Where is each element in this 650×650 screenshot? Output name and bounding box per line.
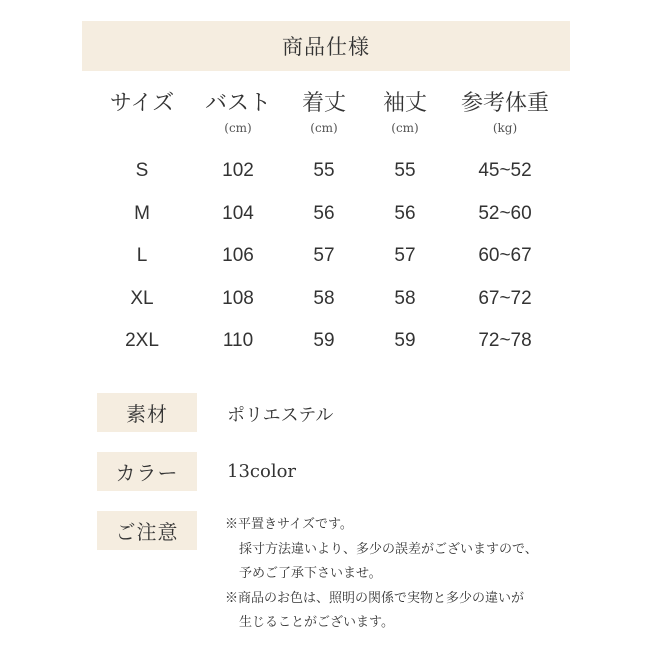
cell-bust: 108	[222, 287, 254, 309]
cell-sleeve: 55	[394, 160, 416, 181]
cell-length: 56	[313, 202, 335, 224]
cell-size: 2XL	[125, 330, 159, 351]
cell-size: XL	[130, 287, 154, 309]
note-line: ※平置きサイズです。	[225, 517, 353, 532]
cell-bust: 106	[222, 245, 254, 266]
cell-sleeve: 59	[394, 330, 416, 351]
material-value: ポリエステル	[227, 405, 334, 426]
header-sleeve: 袖丈 (cm)	[382, 91, 428, 135]
size-table-header	[95, 88, 565, 146]
cell-weight: 67~72	[478, 287, 532, 309]
cell-size: S	[135, 160, 149, 181]
cell-bust: 104	[222, 202, 254, 224]
table-row	[95, 274, 565, 317]
cell-weight: 72~78	[478, 330, 532, 351]
notes-label: ご注意	[97, 511, 197, 550]
note-line: 予めご了承下さいませ。	[239, 566, 382, 581]
size-table	[95, 88, 565, 359]
spec-title-bar	[82, 21, 570, 71]
header-weight: 参考体重 (kg)	[460, 91, 550, 135]
cell-length: 59	[313, 330, 335, 351]
header-bust: バスト (cm)	[204, 91, 272, 135]
table-row	[95, 316, 565, 359]
header-size: サイズ	[109, 91, 175, 116]
cell-bust: 102	[222, 160, 254, 181]
cell-sleeve: 56	[394, 202, 416, 224]
color-label: カラー	[97, 452, 197, 491]
header-length: 着丈 (cm)	[301, 91, 347, 135]
cell-size: M	[134, 202, 150, 224]
material-label: 素材	[97, 393, 197, 432]
cell-sleeve: 58	[394, 287, 416, 309]
cell-bust: 110	[222, 330, 254, 351]
cell-length: 57	[313, 245, 335, 266]
table-row	[95, 146, 565, 189]
cell-length: 55	[313, 160, 335, 181]
note-line: 生じることがございます。	[239, 615, 394, 630]
cell-size: L	[136, 245, 148, 266]
note-line: ※商品のお色は、照明の関係で実物と多少の違いが	[225, 590, 525, 606]
cell-weight: 52~60	[478, 202, 532, 224]
note-line: 採寸方法違いより、多少の誤差がございますので、	[239, 541, 538, 557]
table-row	[95, 231, 565, 274]
cell-sleeve: 57	[394, 245, 416, 266]
table-row	[95, 189, 565, 232]
notes-text	[225, 513, 538, 636]
spec-title: 商品仕様	[282, 35, 370, 59]
cell-length: 58	[313, 287, 335, 309]
cell-weight: 45~52	[478, 160, 532, 181]
cell-weight: 60~67	[478, 245, 532, 266]
color-value: 13color	[227, 461, 297, 482]
